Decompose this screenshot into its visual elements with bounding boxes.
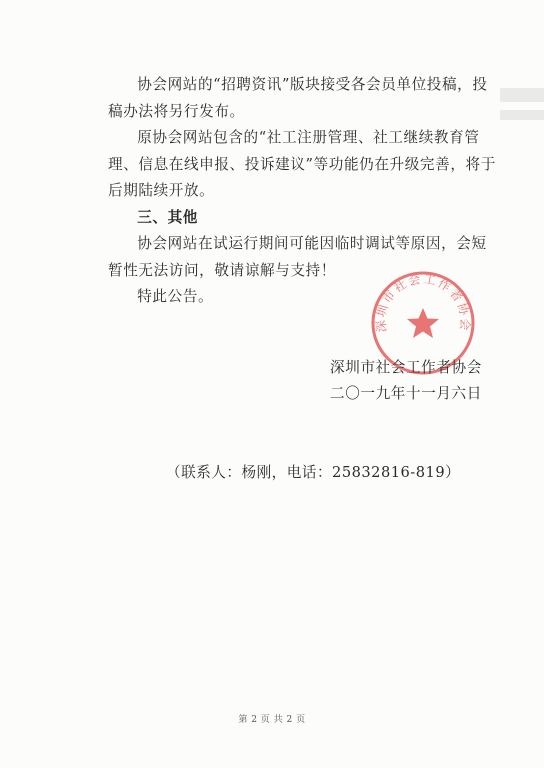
seal-text: 深圳市社会工作者协会 <box>373 271 473 333</box>
show-through-text <box>500 80 544 120</box>
page-number: 第 2 页 共 2 页 <box>238 715 306 725</box>
signature-organization: 深圳市社会工作者协会 <box>330 359 482 376</box>
paragraph-closing: 特此公告。 <box>137 288 214 305</box>
paragraph-features-upgrade: 原协会网站包含的“社工注册管理、社工继续教育管理、信息在线申报、投诉建议”等功能仍在升级完善，将于后期陆续开放。 <box>108 129 496 199</box>
signature-date: 二〇一九年十一月六日 <box>330 385 482 402</box>
section-heading-other: 三、其他 <box>137 208 198 226</box>
contact-line: （联系人：杨刚，电话：25832816-819） <box>166 464 461 481</box>
paragraph-recruitment: 协会网站的“招聘资讯”版块接受各会员单位投稿，投稿办法将另行发布。 <box>108 76 488 120</box>
paragraph-trial-access: 协会网站在试运行期间可能因临时调试等原因，会短暂性无法访问，敬请谅解与支持！ <box>108 235 487 279</box>
seal-star-icon <box>407 308 439 338</box>
